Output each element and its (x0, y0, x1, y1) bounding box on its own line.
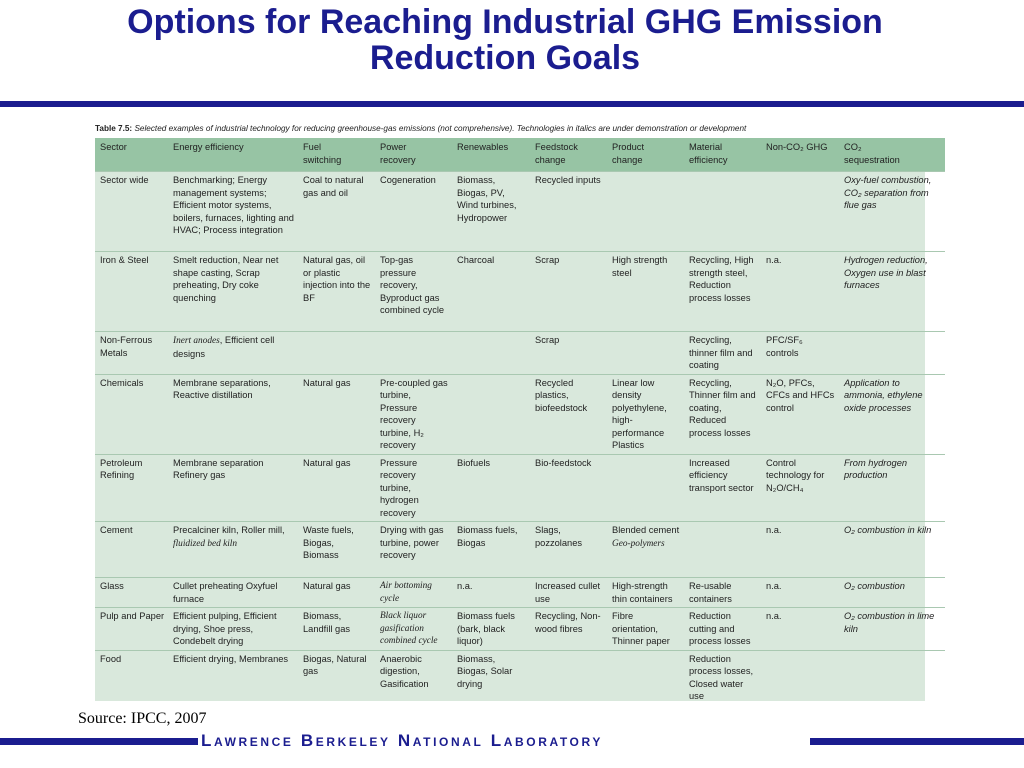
cell-power-recovery: Air bottoming cycle (380, 581, 432, 604)
header-product-change-text: Product change (612, 142, 645, 165)
table-row (95, 252, 945, 332)
cell-sector: Chemicals (100, 377, 144, 388)
cell-material-efficiency (684, 522, 761, 578)
footer-bar-left (0, 738, 198, 745)
cell-product-change (607, 454, 684, 522)
cell-material-efficiency: Reduction cutting and process losses (689, 611, 751, 646)
cell-product-change: High-strength thin containers (612, 581, 673, 604)
cell-energy-efficiency: Smelt reduction, Near net shape casting, Scrap preheating, Dry coke quenching (173, 255, 279, 303)
title-divider (0, 101, 1024, 107)
cell-fuel-switching: Biomass, Landfill gas (303, 611, 351, 634)
technology-table (95, 138, 935, 701)
cell-co2-sequestration: Hydrogen reduction, Oxygen use in blast furnaces (844, 255, 928, 290)
cell-energy-efficiency-text: , Efficient cell designs (173, 335, 275, 359)
cell-power-recovery: Pre-coupled gas turbine, Pressure recovery turbine, H₂ recovery (380, 377, 448, 450)
cell-co2-sequestration (839, 650, 945, 708)
cell-co2-sequestration: From hydrogen production (844, 457, 908, 480)
cell-renewables: Biofuels (457, 457, 491, 468)
table-row (95, 650, 945, 708)
cell-feedstock-change: Increased cullet use (535, 581, 601, 604)
cell-renewables: Biomass fuels (bark, black liquor) (457, 611, 515, 646)
source-citation: Source: IPCC, 2007 (78, 710, 207, 727)
cell-power-recovery: Black liquor gasification combined cycle (380, 611, 438, 646)
cell-power-recovery (375, 332, 452, 375)
header-material-efficiency (684, 138, 761, 172)
cell-co2-sequestration: O₂ combustion in lime kiln (844, 611, 935, 634)
cell-energy-efficiency: Cullet preheating Oxyfuel furnace (173, 581, 278, 604)
cell-feedstock-change: Bio-feedstock (535, 457, 592, 468)
cell-renewables: Charcoal (457, 255, 495, 265)
cell-renewables: Biomass, Biogas, Solar drying (457, 653, 513, 689)
cell-material-efficiency: Recycling, Thinner film and coating, Reduced process losses (689, 377, 756, 438)
cell-energy-efficiency (168, 522, 298, 578)
cell-product-change: Fibre orientation, Thinner paper (612, 611, 670, 646)
cell-co2-sequestration (839, 332, 945, 375)
header-power-recovery (375, 138, 452, 172)
cell-co2-sequestration: Oxy-fuel combustion, CO₂ separation from flue gas (844, 175, 932, 210)
cell-power-recovery: Cogeneration (380, 175, 436, 185)
cell-fuel-switching: Biogas, Natural gas (303, 653, 367, 676)
cell-fuel-switching: Natural gas, oil or plastic injection into the BF (303, 255, 371, 303)
cell-non-co2-ghg: Control technology for N₂O/CH₄ (766, 457, 825, 493)
header-feedstock-change (530, 138, 607, 172)
cell-fuel-switching (298, 332, 375, 375)
cell-power-recovery: Top-gas pressure recovery, Byproduct gas combined cycle (380, 255, 445, 315)
header-fuel-switching-text: Fuel switching (303, 142, 342, 165)
table-row (95, 522, 945, 578)
cell-fuel-switching: Natural gas (303, 457, 351, 468)
header-feedstock-change-text: Feedstock change (535, 142, 578, 165)
cell-fuel-switching: Natural gas (303, 377, 351, 388)
cell-sector: Petroleum Refining (100, 457, 143, 480)
cell-co2-sequestration: Application to ammonia, ethylene oxide processes (844, 377, 923, 413)
cell-renewables (452, 332, 530, 375)
cell-product-change (607, 332, 684, 375)
cell-fuel-switching: Coal to natural gas and oil (303, 175, 364, 198)
cell-non-co2-ghg (761, 172, 839, 252)
cell-non-co2-ghg: n.a. (766, 525, 782, 535)
header-product-change (607, 138, 684, 172)
cell-co2-sequestration: O₂ combustion in kiln (844, 525, 932, 535)
cell-energy-efficiency-italic: Inert anodes (173, 336, 220, 346)
cell-fuel-switching: Natural gas (303, 581, 351, 591)
table-row (95, 608, 945, 651)
cell-material-efficiency: Increased efficiency transport sector (689, 457, 754, 493)
table-row (95, 172, 945, 252)
title-line-1: Options for Reaching Industrial GHG Emission (127, 3, 883, 41)
slide-title (0, 4, 1010, 76)
cell-material-efficiency: Recycling, High strength steel, Reduction process losses (689, 255, 754, 303)
title-line-2: Reduction Goals (369, 39, 641, 77)
header-energy-efficiency: Energy efficiency (168, 138, 298, 172)
table-row (95, 374, 945, 454)
cell-sector: Iron & Steel (100, 255, 149, 265)
cell-renewables (452, 374, 530, 454)
cell-material-efficiency: Reduction process losses, Closed water use (689, 653, 754, 701)
cell-energy-efficiency: Efficient drying, Membranes (173, 653, 289, 664)
cell-product-change (607, 650, 684, 708)
cell-product-change-italic: Geo-polymers (612, 538, 665, 549)
caption-label: Table 7.5: (95, 124, 133, 133)
cell-material-efficiency (684, 172, 761, 252)
cell-product-change-text: Blended cement (612, 525, 680, 535)
cell-power-recovery: Pressure recovery turbine, hydrogen recovery (380, 457, 419, 518)
cell-sector: Cement (100, 525, 133, 535)
header-non-co2-ghg: Non-CO₂ GHG (761, 138, 839, 172)
cell-sector: Pulp and Paper (100, 611, 165, 621)
cell-fuel-switching: Waste fuels, Biogas, Biomass (303, 525, 354, 560)
cell-energy-efficiency (168, 332, 298, 375)
cell-energy-efficiency-text: Precalciner kiln, Roller mill, (173, 525, 285, 535)
cell-material-efficiency: Re-usable containers (689, 581, 732, 604)
header-co2-sequestration (839, 138, 945, 172)
header-sector: Sector (95, 138, 168, 172)
cell-co2-sequestration: O₂ combustion (844, 581, 905, 591)
header-material-efficiency-text: Material efficiency (689, 142, 728, 165)
cell-product-change: Linear low density polyethylene, high-performance Plastics (612, 377, 667, 450)
table-header-row (95, 138, 945, 172)
table-row (95, 578, 945, 608)
cell-renewables: Biomass, Biogas, PV, Wind turbines, Hydropower (457, 175, 517, 223)
cell-feedstock-change: Recycling, Non-wood fibres (535, 611, 601, 634)
cell-power-recovery: Drying with gas turbine, power recovery (380, 525, 444, 560)
cell-sector: Non-Ferrous Metals (100, 335, 153, 358)
cell-sector: Sector wide (100, 175, 149, 185)
cell-feedstock-change: Scrap (535, 255, 560, 265)
header-co2-sequestration-text: CO₂ sequestration (844, 142, 900, 165)
cell-energy-efficiency: Membrane separation Refinery gas (173, 457, 264, 480)
cell-non-co2-ghg: N₂O, PFCs, CFCs and HFCs control (766, 377, 835, 413)
cell-renewables: n.a. (457, 581, 473, 591)
cell-energy-efficiency: Membrane separations, Reactive distillation (173, 377, 271, 400)
caption-text: Selected examples of industrial technology for reducing greenhouse-gas emissions (not comprehensive). Technologies in italics are under demonstration or development (134, 124, 747, 133)
cell-sector: Food (100, 653, 122, 664)
header-renewables: Renewables (452, 138, 530, 172)
footer-bar-right (810, 738, 1024, 745)
cell-material-efficiency: Recycling, thinner film and coating (689, 335, 753, 370)
cell-feedstock-change: Slags, pozzolanes (535, 525, 583, 548)
cell-feedstock-change (530, 650, 607, 708)
cell-energy-efficiency: Efficient pulping, Efficient drying, Shoe press, Condebelt drying (173, 611, 277, 646)
cell-non-co2-ghg: n.a. (766, 255, 782, 265)
cell-product-change (607, 522, 684, 578)
cell-non-co2-ghg: PFC/SF₆ controls (766, 335, 803, 358)
cell-non-co2-ghg: n.a. (766, 611, 782, 621)
cell-non-co2-ghg (761, 650, 839, 708)
cell-energy-efficiency: Benchmarking; Energy management systems; Efficient motor systems, boilers, furnaces, lighting and HVAC; Process integration (173, 175, 294, 235)
table-row (95, 454, 945, 522)
cell-product-change (607, 172, 684, 252)
table-row (95, 332, 945, 375)
cell-product-change: High strength steel (612, 255, 668, 278)
cell-renewables: Biomass fuels, Biogas (457, 525, 518, 548)
cell-feedstock-change: Recycled plastics, biofeedstock (535, 377, 588, 413)
cell-feedstock-change: Scrap (535, 335, 560, 345)
cell-feedstock-change: Recycled inputs (535, 175, 601, 185)
header-fuel-switching (298, 138, 375, 172)
cell-power-recovery: Anaerobic digestion, Gasification (380, 653, 429, 689)
header-power-recovery-text: Power recovery (380, 142, 416, 165)
table-caption (95, 124, 925, 133)
lab-wordmark: Lawrence Berkeley National Laboratory (201, 731, 603, 750)
cell-sector: Glass (100, 581, 124, 591)
cell-non-co2-ghg: n.a. (766, 581, 782, 591)
cell-energy-efficiency-italic: fluidized bed kiln (173, 538, 238, 549)
